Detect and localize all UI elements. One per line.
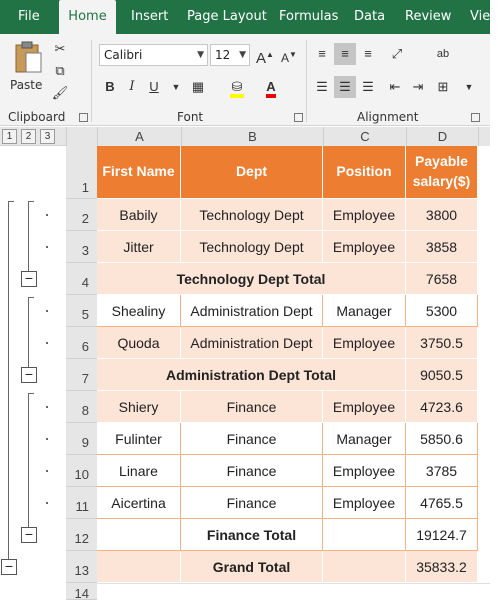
tab-formulas[interactable]: Formulas [279,9,339,24]
chevron-down-icon: ▼ [197,50,204,60]
font-name-value: Calibri [104,48,143,62]
row-header-14[interactable]: 14 [66,583,97,600]
row-header-12[interactable]: 12 [66,519,97,551]
outline-dot [46,246,48,248]
row-header-13[interactable]: 13 [66,551,97,583]
bold-button[interactable]: B [105,79,115,94]
column-header-d[interactable]: D [406,127,478,146]
table-cell[interactable]: Aicertina [97,487,181,519]
paste-label: Paste [10,78,43,92]
header-cell[interactable]: Dept [181,146,323,199]
align-center-icon[interactable]: ☰ [334,76,356,98]
outline-line [28,297,34,298]
table-cell[interactable]: Employee [323,231,406,263]
clipboard-launcher-icon[interactable] [79,113,88,122]
row-header-4[interactable]: 4 [66,263,97,295]
table-cell[interactable]: Shealiny [97,295,181,327]
outline-dot [46,214,48,216]
table-cell[interactable] [323,551,406,583]
table-cell[interactable]: 5300 [406,295,478,327]
outline-line [28,297,29,367]
chevron-down-icon: ▼ [239,50,246,60]
table-cell[interactable]: Finance [181,391,323,423]
tab-review[interactable]: Review [405,9,452,24]
wrap-text-icon[interactable] [432,43,454,65]
row-header-2[interactable]: 2 [66,199,97,231]
table-cell[interactable] [323,519,406,551]
group-separator [91,40,92,122]
column-header-a[interactable]: A [97,127,181,146]
align-bottom-icon[interactable]: ≡ [364,46,372,61]
wrap-text-glyph: ab [436,48,450,60]
table-cell[interactable]: Employee [323,327,406,359]
table-cell[interactable]: Babily [97,199,181,231]
row-header-10[interactable]: 10 [66,455,97,487]
table-cell[interactable]: Shiery [97,391,181,423]
table-cell[interactable]: 5850.6 [406,423,478,455]
subtotal-value-cell[interactable]: 7658 [406,263,478,295]
merge-dropdown-icon[interactable]: ▼ [464,82,474,92]
clipboard-group-label: Clipboard [8,110,66,124]
collapse-group-button[interactable]: − [1,559,17,575]
table-cell[interactable]: 3858 [406,231,478,263]
group-separator [306,40,307,122]
clipboard-icon [13,40,43,74]
italic-button[interactable]: I [129,79,135,94]
table-cell[interactable]: Finance [181,455,323,487]
outline-line [28,201,34,202]
grand-total-value-cell[interactable]: 35833.2 [406,551,478,583]
row-header-3[interactable]: 3 [66,231,97,263]
align-middle-icon[interactable]: ≡ [334,43,356,65]
font-group-label: Font [177,110,204,124]
row-header-1[interactable]: 1 [66,146,97,199]
table-cell[interactable]: Technology Dept [181,231,323,263]
shrink-font-glyph: A [281,51,290,65]
table-cell[interactable]: Linare [97,455,181,487]
outline-dot [46,470,48,472]
table-cell[interactable]: Finance [181,487,323,519]
table-cell[interactable]: Manager [323,295,406,327]
shrink-font-button[interactable]: A▼ [281,50,297,65]
subtotal-label-cell[interactable]: Finance Total [181,519,323,551]
fill-color-icon[interactable]: ⛁ [226,76,248,98]
tab-page-layout[interactable]: Page Layout [187,9,267,24]
row-header-6[interactable]: 6 [66,327,97,359]
decrease-indent-icon[interactable]: ⇤ [389,79,401,94]
font-color-icon[interactable] [260,76,282,98]
table-cell[interactable]: 4765.5 [406,487,478,519]
subtotal-label-cell[interactable]: Technology Dept Total [97,263,406,295]
table-cell[interactable] [97,551,181,583]
table-cell[interactable]: Administration Dept [181,327,323,359]
ribbon [0,34,490,126]
outline-area [0,146,66,600]
header-cell[interactable]: First Name [97,146,181,199]
subtotal-value-cell[interactable]: 19124.7 [406,519,478,551]
table-cell[interactable]: Fulinter [97,423,181,455]
grow-font-button[interactable]: A▲ [256,50,274,67]
row-header-5[interactable]: 5 [66,295,97,327]
font-color-glyph: A [266,79,275,98]
tab-view[interactable]: View [470,9,501,24]
underline-button[interactable]: U [149,79,159,94]
align-top-icon[interactable]: ≡ [318,46,326,61]
select-all-corner[interactable] [66,127,97,146]
outline-dot [46,438,48,440]
collapse-group-button[interactable]: − [21,271,37,287]
outline-dot [46,502,48,504]
row-header-9[interactable]: 9 [66,423,97,455]
table-cell[interactable]: 3785 [406,455,478,487]
format-painter-icon[interactable]: 🖌 [51,85,69,100]
orientation-icon[interactable]: ⤢ [391,46,403,61]
table-cell[interactable] [97,519,181,551]
header-cell[interactable]: Position [323,146,406,199]
header-cell[interactable]: Payable salary($) [406,146,478,199]
outline-level-3-button[interactable]: 3 [40,129,55,144]
row-header-8[interactable]: 8 [66,391,97,423]
outline-line [28,201,29,271]
align-right-icon[interactable]: ☰ [362,79,374,94]
tab-insert[interactable]: Insert [131,9,169,24]
row-header-11[interactable]: 11 [66,487,97,519]
table-cell[interactable]: Jitter [97,231,181,263]
font-size-select[interactable] [210,44,250,66]
paste-button[interactable] [10,40,46,96]
collapse-group-button[interactable]: − [21,527,37,543]
tab-file[interactable]: File [18,9,40,24]
increase-indent-icon[interactable]: ⇥ [412,79,424,94]
cut-icon[interactable]: ✂ [54,41,66,56]
outline-line [8,201,9,563]
table-cell[interactable]: Administration Dept [181,295,323,327]
borders-icon[interactable]: ▦ [191,79,205,94]
column-header-b[interactable]: B [181,127,323,146]
table-cell[interactable]: Employee [323,487,406,519]
table-cell[interactable]: 3800 [406,199,478,231]
tab-data[interactable]: Data [354,9,386,24]
grow-font-glyph: A [256,50,267,67]
table-cell[interactable]: 3750.5 [406,327,478,359]
grand-total-label-cell[interactable]: Grand Total [181,551,323,583]
table-cell[interactable]: Manager [323,423,406,455]
outline-level-1-button[interactable]: 1 [2,129,17,144]
column-header-partial [478,127,490,146]
empty-row[interactable] [97,583,490,600]
align-left-icon[interactable]: ☰ [316,79,328,94]
outline-dot [46,310,48,312]
column-header-c[interactable]: C [323,127,406,146]
outline-level-2-button[interactable]: 2 [21,129,36,144]
table-cell[interactable]: Technology Dept [181,199,323,231]
font-name-select[interactable] [99,44,208,66]
table-cell[interactable]: 4723.6 [406,391,478,423]
collapse-group-button[interactable]: − [21,367,37,383]
alignment-group-label: Alignment [357,110,419,124]
copy-icon[interactable]: ⧉ [55,63,65,78]
outline-dot [46,342,48,344]
row-header-7[interactable]: 7 [66,359,97,391]
alignment-launcher-icon[interactable] [471,113,480,122]
table-cell[interactable]: Quoda [97,327,181,359]
table-cell[interactable]: Finance [181,423,323,455]
outline-line [8,201,14,202]
table-cell[interactable]: Employee [323,455,406,487]
table-cell[interactable]: Employee [323,199,406,231]
tab-home[interactable]: Home [59,0,116,34]
font-launcher-icon[interactable] [294,113,303,122]
subtotal-value-cell[interactable]: 9050.5 [406,359,478,391]
merge-center-icon[interactable]: ⊞ [437,79,449,94]
table-cell[interactable]: Employee [323,391,406,423]
underline-dropdown-icon[interactable]: ▼ [171,82,181,92]
font-size-value: 12 [215,48,231,62]
subtotal-label-cell[interactable]: Administration Dept Total [97,359,406,391]
outline-dot [46,406,48,408]
outline-line [28,393,34,394]
menu-bar [0,0,501,34]
outline-line [28,393,29,527]
